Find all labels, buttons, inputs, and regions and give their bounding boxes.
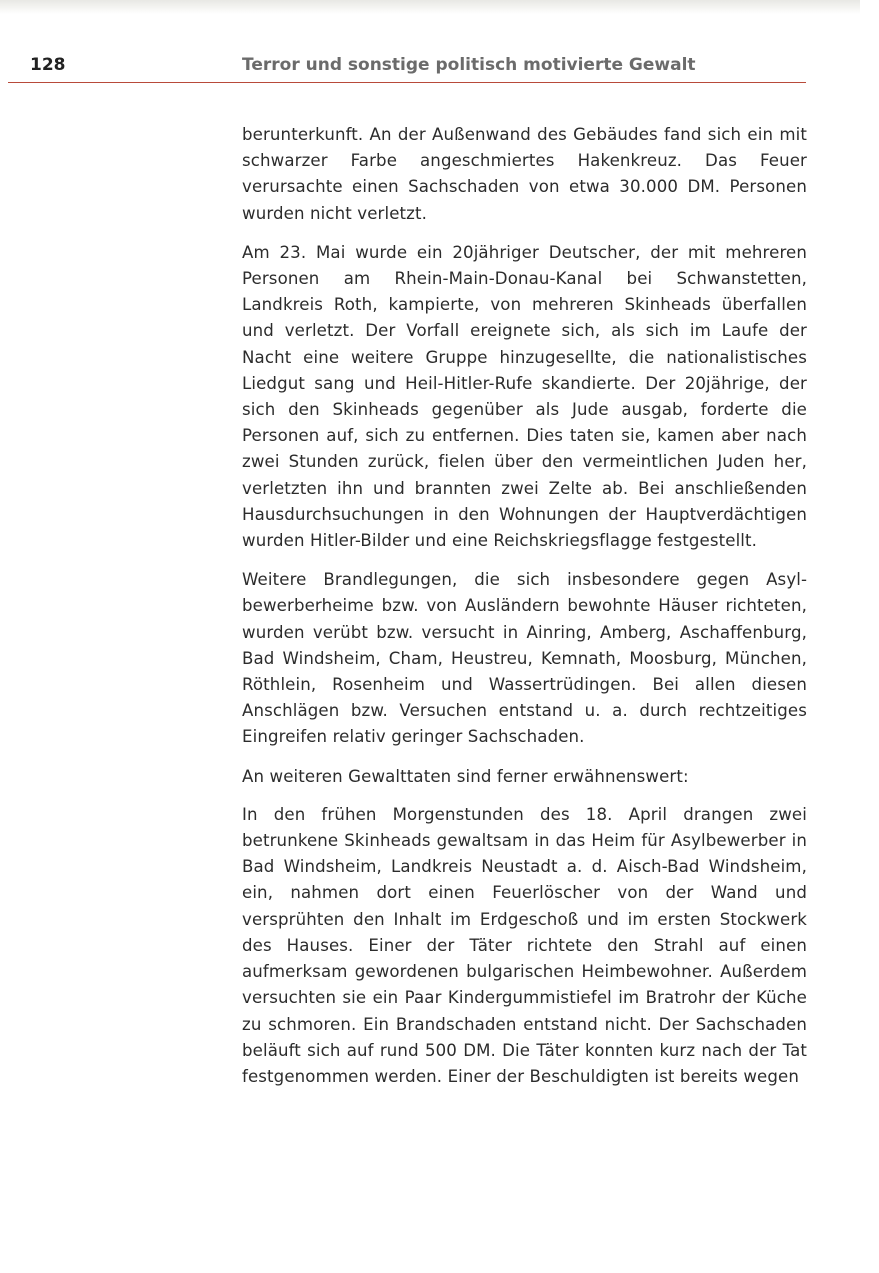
header-divider [8,82,806,83]
page-number: 128 [30,55,66,75]
scan-edge-shadow [0,0,860,14]
body-text [242,122,807,1103]
running-header-title: Terror und sonstige politisch motivierte Gewalt [242,55,696,75]
paragraph-arson-list: Weitere Brandlegungen, die sich insbesondere gegen Asylbewerberheime bzw. von Ausländern bewohnte Häuser richteten, wurden verübt bzw. versucht in Ainring, Amberg, Aschaffenburg, Bad Windsheim, Cham, Heustreu, Kemnath, Moosburg, München, Röthlein, Rosenheim und Wassertrüdingen. Bei allen diesen Anschlägen bzw. Versuchen entstand u. a. durch rechtzeitiges Eingreifen relativ geringer Sachschaden. [242,570,807,747]
paragraph-further-acts-intro: An weiteren Gewalttaten sind ferner erwähnenswert: [242,766,689,786]
paragraph-schwanstetten-incident: Am 23. Mai wurde ein 20jähriger Deutscher, der mit mehreren Personen am Rhein-Main-Donau-Kanal bei Schwanstetten, Landkreis Roth, kampierte, von mehreren Skinheads überfallen und verletzt. Der Vorfall ereignete sich, als sich im Laufe der Nacht eine weitere Gruppe hinzugesellte, die nationalistisches Liedgut sang und Heil-Hitler-Rufe skandierte. Der 20jährige, der sich den Skinheads gegenüber als Jude ausgab, forderte die Personen auf, sich zu entfernen. Dies taten sie, kamen aber nach zwei Stunden zurück, fielen über den vermeintlichen Juden her, verletzten ihn und brannten zwei Zelte ab. Bei anschließenden Hausdurchsuchungen in den Wohnungen der Hauptverdächtigen wurden Hitler-Bilder und eine Reichskriegsflagge festgestellt. [242,242,807,551]
paragraph-continuation: berunterkunft. An der Außenwand des Gebäudes fand sich ein mit schwarzer Farbe angeschmiertes Hakenkreuz. Das Feuer verursachte einen Sachschaden von etwa 30.000 DM. Personen wurden nicht verletzt. [242,125,807,223]
paragraph-bad-windsheim-incident: In den frühen Morgenstunden des 18. April drangen zwei betrunkene Skinheads gewaltsam in das Heim für Asylbewerber in Bad Windsheim, Landkreis Neustadt a. d. Aisch-Bad Windsheim, ein, nahmen dort einen Feuerlöscher von der Wand und versprühten den Inhalt im Erdgeschoß und im ersten Stockwerk des Hauses. Einer der Täter richtete den Strahl auf einen aufmerksam gewordenen bulgarischen Heimbewohner. Außerdem versuchten sie ein Paar Kindergummistiefel im Bratrohr der Küche zu schmoren. Ein Brandschaden entstand nicht. Der Sachschaden beläuft sich auf rund 500 DM. Die Täter konnten kurz nach der Tat festgenommen werden. Einer der Beschuldigten ist bereits wegen [242,804,807,1086]
